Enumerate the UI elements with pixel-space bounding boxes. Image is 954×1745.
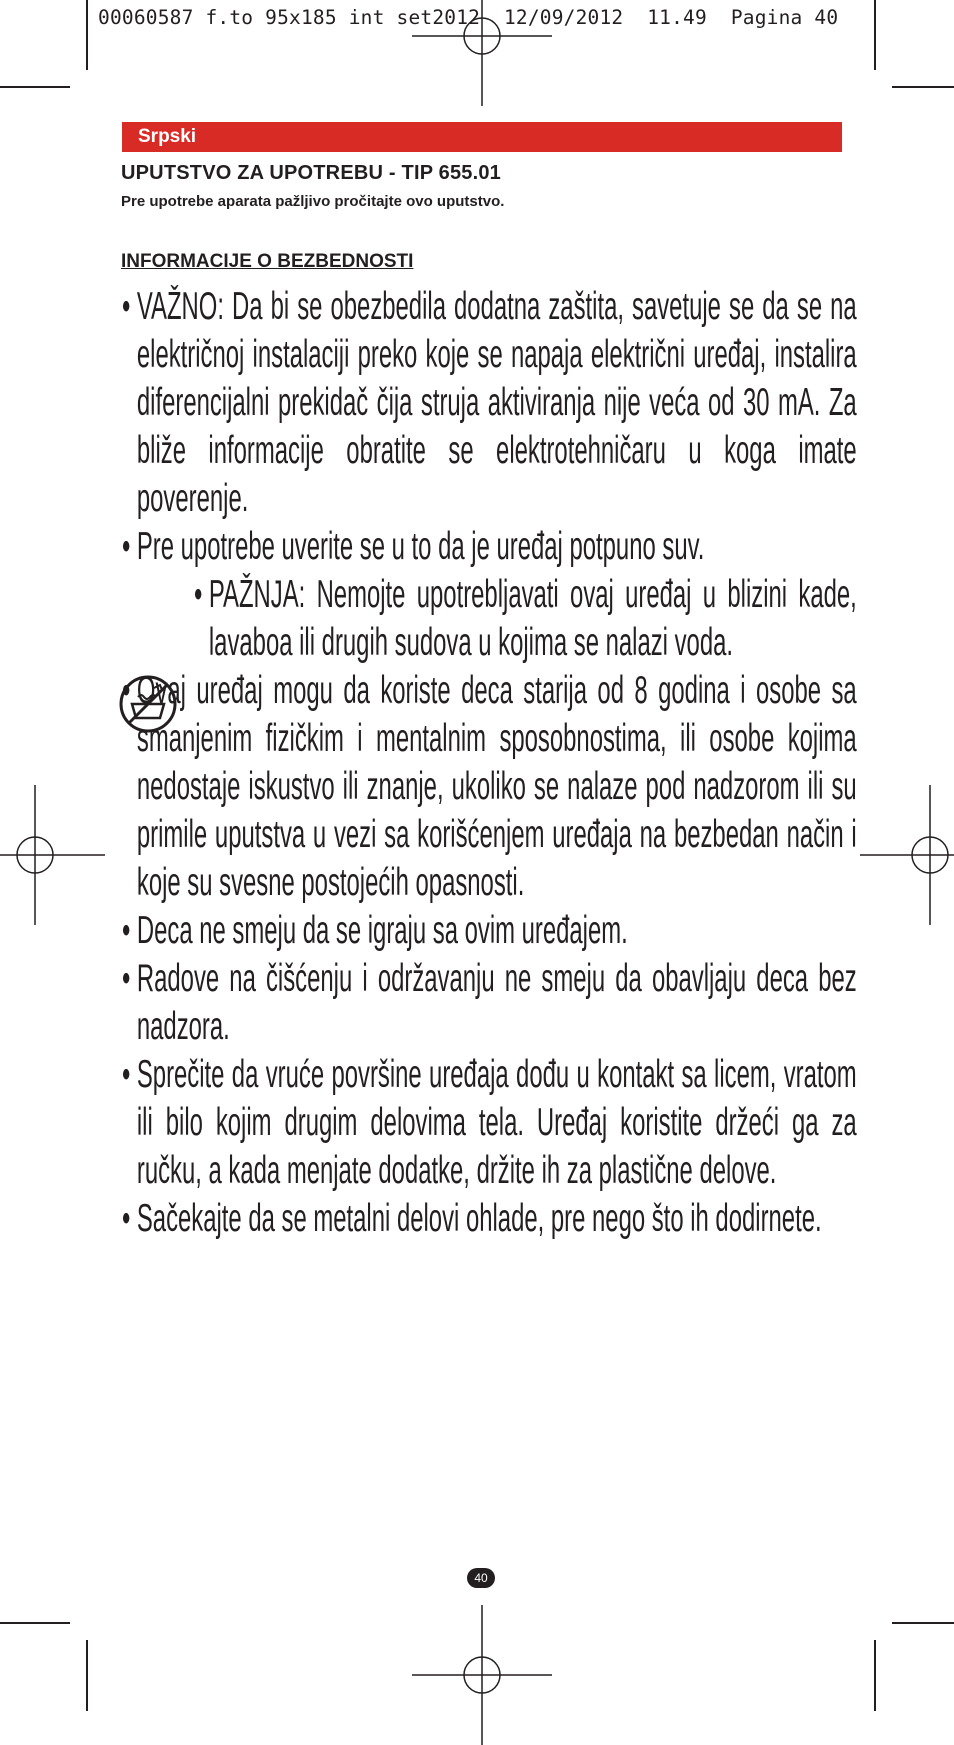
crop-mark-bottom-right-h xyxy=(892,1622,954,1624)
registration-mark-top xyxy=(412,0,552,106)
list-item: • Sprečite da vruće površine uređaja dođu u kontakt sa licem, vratom ili bilo kojim drugim delovima tela. Uređaj koristite držeći ga za ručku, a kada menjate dodatke, držite ih za plastične delove. xyxy=(122,1051,857,1195)
print-slug: 00060587 f.to 95x185 int set2012 12/09/2012 11.49 Pagina 40 xyxy=(98,6,839,29)
list-item: • Deca ne smeju da se igraju sa ovim uređajem. xyxy=(122,907,857,955)
language-bar xyxy=(122,122,842,152)
list-item: • Ovaj uređaj mogu da koriste deca starija od 8 godina i osobe sa smanjenim fizičkim i mentalnim sposobnostima, ili osobe kojima nedostaje iskustvo ili znanje, ukoliko se nalaze pod nadzorom ili su primile uputstva u vezi sa korišćenjem uređaja na bezbedan način i koje su svesne postojećih opasnosti. xyxy=(122,667,857,907)
document-subtitle: Pre upotrebe aparata pažljivo pročitajte ovo uputstvo. xyxy=(121,193,505,210)
section-heading: INFORMACIJE O BEZBEDNOSTI xyxy=(121,251,414,272)
crop-mark-top-right-h xyxy=(892,86,954,88)
crop-mark-bottom-right-v xyxy=(874,1640,876,1711)
document-title: UPUTSTVO ZA UPOTREBU - TIP 655.01 xyxy=(121,162,502,184)
crop-mark-bottom-left-h xyxy=(0,1622,70,1624)
list-item: • Radove na čišćenju i održavanju ne smeju da obavljaju deca bez nadzora. xyxy=(122,955,857,1051)
page-number: 40 xyxy=(467,1568,495,1588)
registration-mark-left xyxy=(0,785,105,925)
list-item: • Pre upotrebe uverite se u to da je uređaj potpuno suv. xyxy=(122,523,857,571)
list-item: • VAŽNO: Da bi se obezbedila dodatna zaštita, savetuje se da se na električnoj instalaciji preko koje se napaja električni uređaj, instalira diferencijalni prekidač čija struja aktiviranja nije veća od 30 mA. Za bliže informacije obratite se elektrotehničaru u koga imate poverenje. xyxy=(122,283,857,523)
list-item: • Sačekajte da se metalni delovi ohlade, pre nego što ih dodirnete. xyxy=(122,1195,857,1243)
language-label: Srpski xyxy=(138,126,197,147)
registration-mark-right xyxy=(860,785,954,925)
crop-mark-top-left-h xyxy=(0,86,70,88)
crop-mark-top-left-v xyxy=(86,0,88,70)
safety-bullet-list xyxy=(122,283,857,1243)
list-item: • PAŽNJA: Nemojte upotrebljavati ovaj uređaj u blizini kade, lavaboa ili drugih sudova u kojima se nalazi voda. xyxy=(194,571,857,667)
crop-mark-bottom-left-v xyxy=(86,1640,88,1711)
crop-mark-top-right-v xyxy=(874,0,876,70)
registration-mark-bottom xyxy=(412,1605,552,1745)
